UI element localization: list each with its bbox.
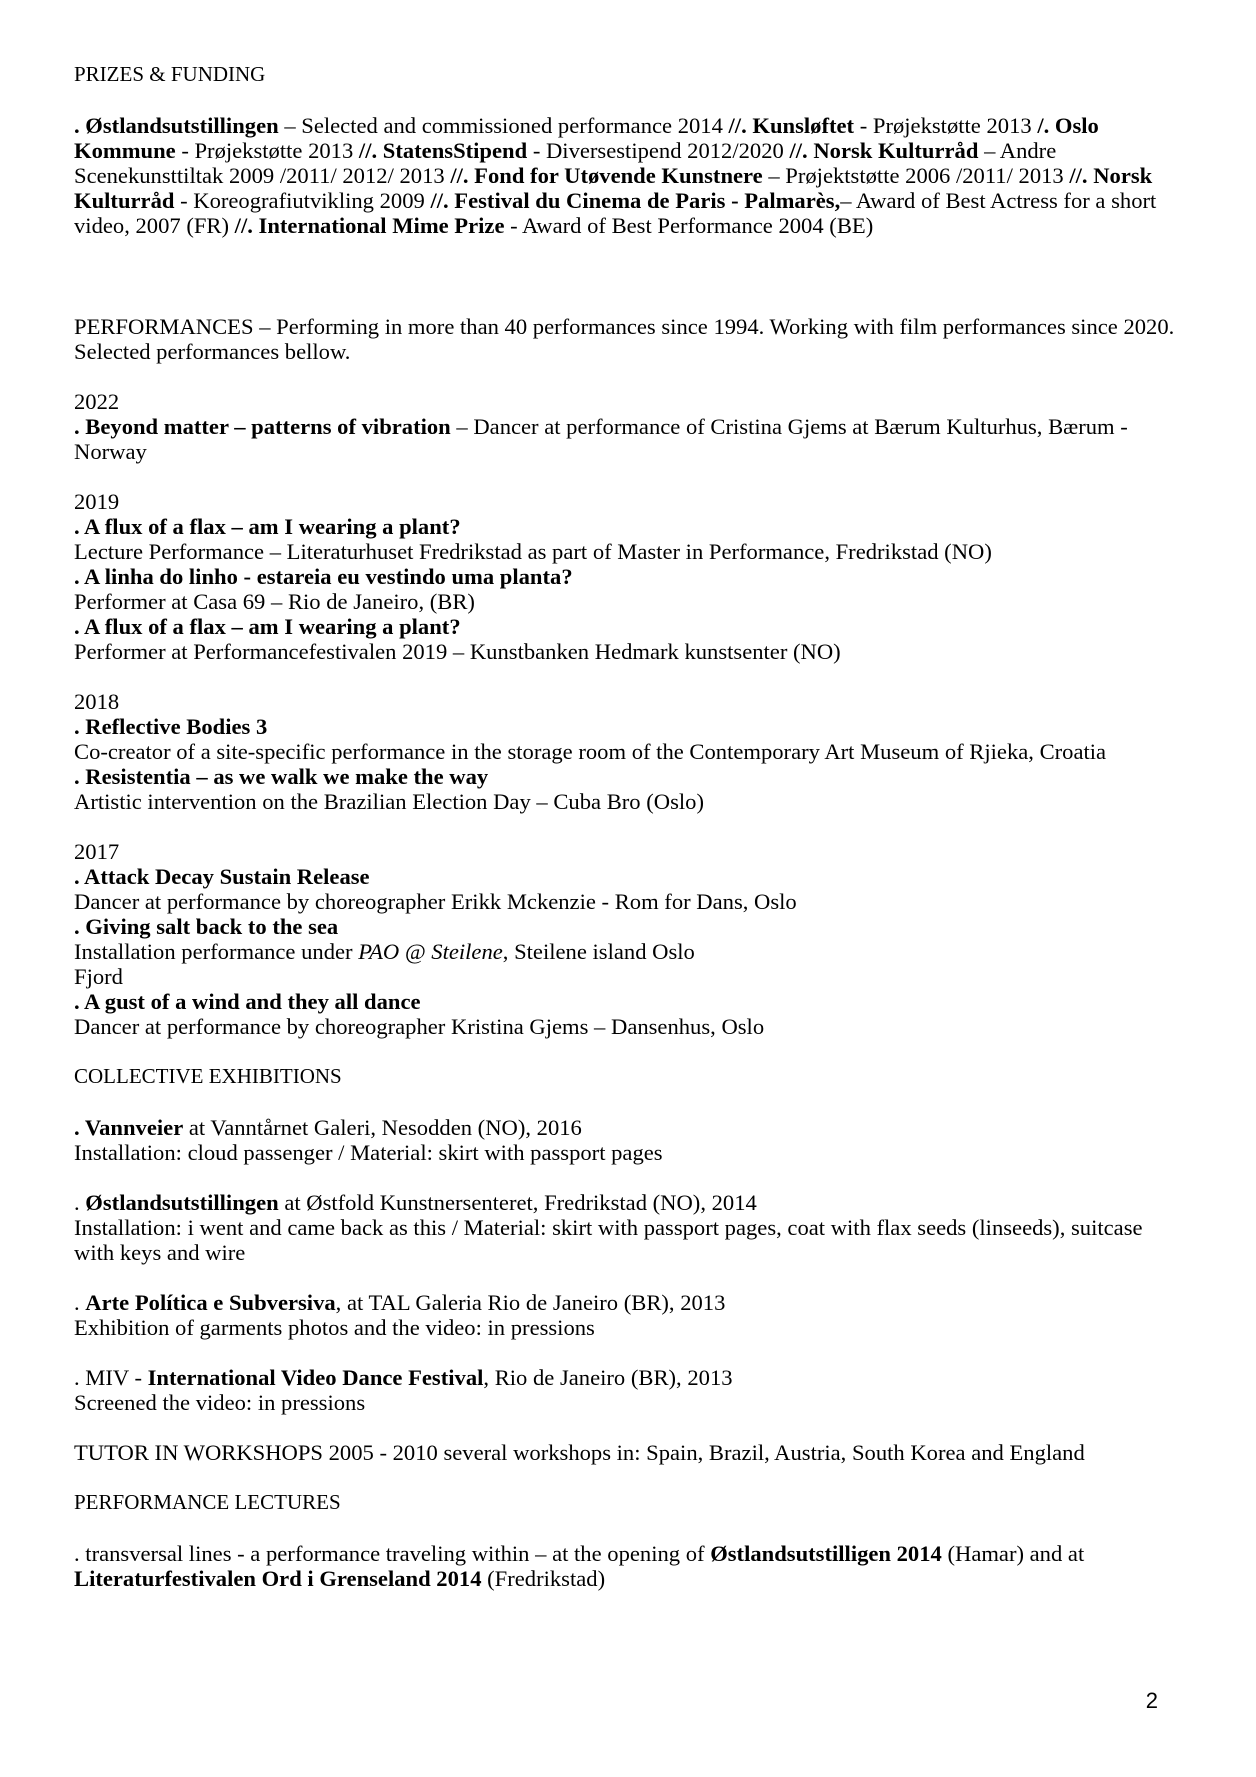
exhibition-title: International Video Dance Festival [147, 1365, 484, 1390]
prize-name: //. StatensStipend [358, 138, 528, 163]
exhibition-venue: , at TAL Galeria Rio de Janeiro (BR), 2013 [335, 1290, 726, 1315]
description-text: , Steilene island Oslo [502, 939, 695, 964]
lecture-text: (Fredrikstad) [481, 1566, 606, 1591]
prize-detail: – Prøjektstøtte 2006 /2011/ 2013 [762, 163, 1070, 188]
exhibition-entry [74, 1115, 1182, 1140]
tutor-workshops: TUTOR IN WORKSHOPS 2005 - 2010 several workshops in: Spain, Brazil, Austria, South Korea and England [74, 1440, 1085, 1465]
prize-detail: – Award of Best Actress for a short video, 2007 (FR) [74, 188, 1157, 238]
exhibition-entry [74, 1190, 1182, 1215]
lecture-event: Literaturfestivalen Ord i Grenseland 2014 [74, 1566, 482, 1591]
performance-title: . Beyond matter – patterns of vibration [74, 414, 451, 439]
year-2019: 2019 [74, 489, 120, 514]
year-2018: 2018 [74, 689, 120, 714]
description-text: Installation performance under [74, 939, 359, 964]
prize-detail: - Award of Best Performance 2004 (BE) [504, 213, 874, 238]
exhibition-title: Arte Política e Subversiva [85, 1290, 336, 1315]
lecture-text: (Hamar) and at [941, 1541, 1085, 1566]
exhibition-prefix: . [74, 1290, 86, 1315]
exhibition-description: Installation: i went and came back as this / Material: skirt with passport pages, coat with flax seeds (linseeds), suitcase with keys and wire [74, 1215, 1143, 1265]
exhibition-description: Screened the video: in pressions [74, 1390, 366, 1415]
prizes-heading: PRIZES & FUNDING [74, 62, 266, 86]
prize-detail: - Prøjekstøtte 2013 [854, 113, 1038, 138]
exhibition-venue: at Vanntårnet Galeri, Nesodden (NO), 2016 [183, 1115, 582, 1140]
exhibition-entry [74, 1365, 1182, 1390]
performance-title: . A flux of a flax – am I wearing a plant? [74, 614, 461, 639]
exhibition-entry [74, 1290, 1182, 1315]
performance-description: Co-creator of a site-specific performance in the storage room of the Contemporary Art Museum of Rjieka, Croatia [74, 739, 1107, 764]
performance-description: Dancer at performance by choreographer Erikk Mckenzie - Rom for Dans, Oslo [74, 889, 797, 914]
year-2017: 2017 [74, 839, 120, 864]
prize-name: //. International Mime Prize [234, 213, 505, 238]
exhibition-description: Installation: cloud passenger / Material: skirt with passport pages [74, 1140, 663, 1165]
prize-name: . Østlandsutstillingen [74, 113, 279, 138]
exhibition-prefix: . [74, 1190, 86, 1215]
prize-name: //. Fond for Utøvende Kunstnere [450, 163, 763, 188]
lecture-event: Østlandsutstilligen 2014 [710, 1541, 942, 1566]
description-continuation: Fjord [74, 964, 123, 989]
prizes-paragraph [74, 113, 1182, 238]
exhibition-description: Exhibition of garments photos and the video: in pressions [74, 1315, 595, 1340]
prize-name: /. Oslo Kommune [74, 113, 1099, 163]
lecture-text: . transversal lines - a performance traveling within – at the opening of [74, 1541, 711, 1566]
prize-detail: - Prøjekstøtte 2013 [175, 138, 359, 163]
prize-name: //. Festival du Cinema de Paris - Palmarès, [430, 188, 841, 213]
exhibition-venue: at Østfold Kunstnersenteret, Fredrikstad (NO), 2014 [278, 1190, 757, 1215]
year-2022: 2022 [74, 389, 120, 414]
performance-title: . Reflective Bodies 3 [74, 714, 268, 739]
performance-title: . Giving salt back to the sea [74, 914, 339, 939]
exhibition-title: Østlandsutstillingen [85, 1190, 279, 1215]
performance-description: Lecture Performance – Literaturhuset Fredrikstad as part of Master in Performance, Fredrikstad (NO) [74, 539, 992, 564]
prize-detail: – Andre Scenekunsttiltak 2009 /2011/ 2012/ 2013 [74, 138, 1057, 188]
prize-name: //. Norsk Kulturråd [789, 138, 979, 163]
performance-description: Performer at Casa 69 – Rio de Janeiro, (BR) [74, 589, 475, 614]
performance-description: – Dancer at performance of Cristina Gjems at Bærum Kulturhus, Bærum - Norway [74, 414, 1128, 464]
exhibition-prefix: . MIV - [74, 1365, 148, 1390]
performance-description: Performer at Performancefestivalen 2019 – Kunstbanken Hedmark kunstsenter (NO) [74, 639, 841, 664]
performances-intro: PERFORMANCES – Performing in more than 40 performances since 1994. Working with film performances since 2020. Selected performances bellow. [74, 314, 1175, 364]
performance-description [74, 939, 1182, 964]
description-italic: PAO @ Steilene [358, 939, 503, 964]
performance-title: . Attack Decay Sustain Release [74, 864, 370, 889]
performance-title: . A gust of a wind and they all dance [74, 989, 421, 1014]
lecture-entry [74, 1541, 1182, 1591]
exhibition-title: . Vannveier [74, 1115, 184, 1140]
performance-title: . A flux of a flax – am I wearing a plant? [74, 514, 461, 539]
performance-entry [74, 414, 1182, 464]
prize-name: //. Norsk Kulturråd [74, 163, 1153, 213]
page-number: 2 [1145, 1688, 1158, 1713]
prize-detail: - Koreografiutvikling 2009 [174, 188, 431, 213]
performance-description: Dancer at performance by choreographer Kristina Gjems – Dansenhus, Oslo [74, 1014, 765, 1039]
lectures-heading: PERFORMANCE LECTURES [74, 1490, 341, 1514]
performance-title: . A linha do linho - estareia eu vestindo uma planta? [74, 564, 573, 589]
performance-title: . Resistentia – as we walk we make the way [74, 764, 489, 789]
prize-name: //. Kunsløftet [728, 113, 855, 138]
prize-detail: – Selected and commissioned performance 2014 [278, 113, 729, 138]
performance-description: Artistic intervention on the Brazilian Election Day – Cuba Bro (Oslo) [74, 789, 704, 814]
collective-heading: COLLECTIVE EXHIBITIONS [74, 1064, 342, 1088]
exhibition-venue: , Rio de Janeiro (BR), 2013 [483, 1365, 733, 1390]
prize-detail: - Diversestipend 2012/2020 [527, 138, 790, 163]
